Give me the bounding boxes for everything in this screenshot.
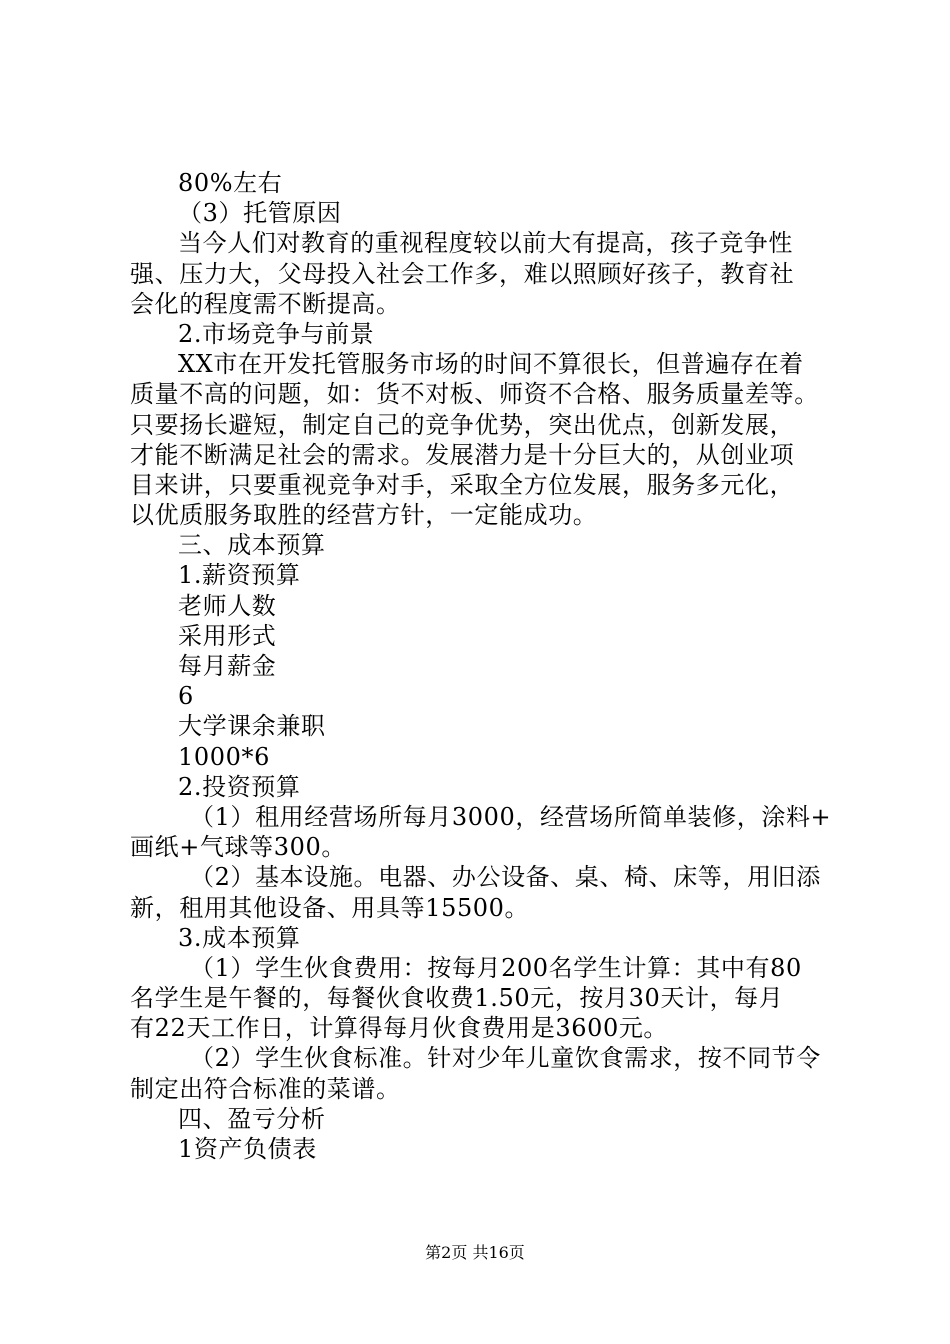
text-line: 80%左右 xyxy=(178,169,283,197)
text-line: 质量不高的问题，如：货不对板、师资不合格、服务质量差等。 xyxy=(130,380,819,409)
text-line: （2）基本设施。电器、办公设备、桌、椅、床等，用旧添 xyxy=(190,863,821,892)
text-line: 才能不断满足社会的需求。发展潜力是十分巨大的，从创业项 xyxy=(130,440,795,469)
document-body xyxy=(130,168,830,1164)
text-line: （2）学生伙食标准。针对少年儿童饮食需求，按不同节令 xyxy=(190,1044,821,1073)
table-cell: 1000*6 xyxy=(178,742,270,771)
text-line: 强、压力大，父母投入社会工作多，难以照顾好孩子，教育社 xyxy=(130,259,795,288)
table-cell: 6 xyxy=(178,682,194,711)
table-cell: 大学课余兼职 xyxy=(178,712,326,741)
text-line: 目来讲，只要重视竞争对手，采取全方位发展，服务多元化， xyxy=(130,470,795,499)
text-line: 当今人们对教育的重视程度较以前大有提高，孩子竞争性 xyxy=(178,229,793,258)
section-heading: 3.成本预算 xyxy=(178,923,301,952)
text-line: 会化的程度需不断提高。 xyxy=(130,289,401,318)
text-line: XX市在开发托管服务市场的时间不算很长，但普遍存在着 xyxy=(178,350,804,379)
text-line: 以优质服务取胜的经营方针，一定能成功。 xyxy=(130,501,598,530)
section-heading: 2.市场竞争与前景 xyxy=(178,319,375,348)
text-line: 有22天工作日，计算得每月伙食费用是3600元。 xyxy=(130,1014,669,1043)
text-line: 名学生是午餐的，每餐伙食收费1.50元，按月30天计，每月 xyxy=(130,984,784,1013)
page-footer: 第2页 共16页 xyxy=(425,1243,525,1262)
text-line: 新，租用其他设备、用具等15500。 xyxy=(130,893,530,922)
text-line: 画纸+气球等300。 xyxy=(130,833,346,862)
section-heading: 三、成本预算 xyxy=(178,531,326,560)
section-heading: 2.投资预算 xyxy=(178,772,301,801)
section-heading: 1.薪资预算 xyxy=(178,561,301,590)
section-heading: 1资产负债表 xyxy=(178,1135,317,1163)
text-line: 制定出符合标准的菜谱。 xyxy=(130,1074,401,1103)
text-line: （1）租用经营场所每月3000，经营场所简单装修，涂料+ xyxy=(190,802,832,831)
section-heading: 四、盈亏分析 xyxy=(178,1104,326,1133)
table-cell: 老师人数 xyxy=(178,591,277,620)
section-heading: （3）托管原因 xyxy=(178,199,342,228)
table-cell: 采用形式 xyxy=(178,621,277,650)
table-cell: 每月薪金 xyxy=(178,652,277,680)
text-line: 只要扬长避短，制定自己的竞争优势，突出优点，创新发展， xyxy=(130,410,795,439)
text-line: （1）学生伙食费用：按每月200名学生计算：其中有80 xyxy=(190,953,802,982)
